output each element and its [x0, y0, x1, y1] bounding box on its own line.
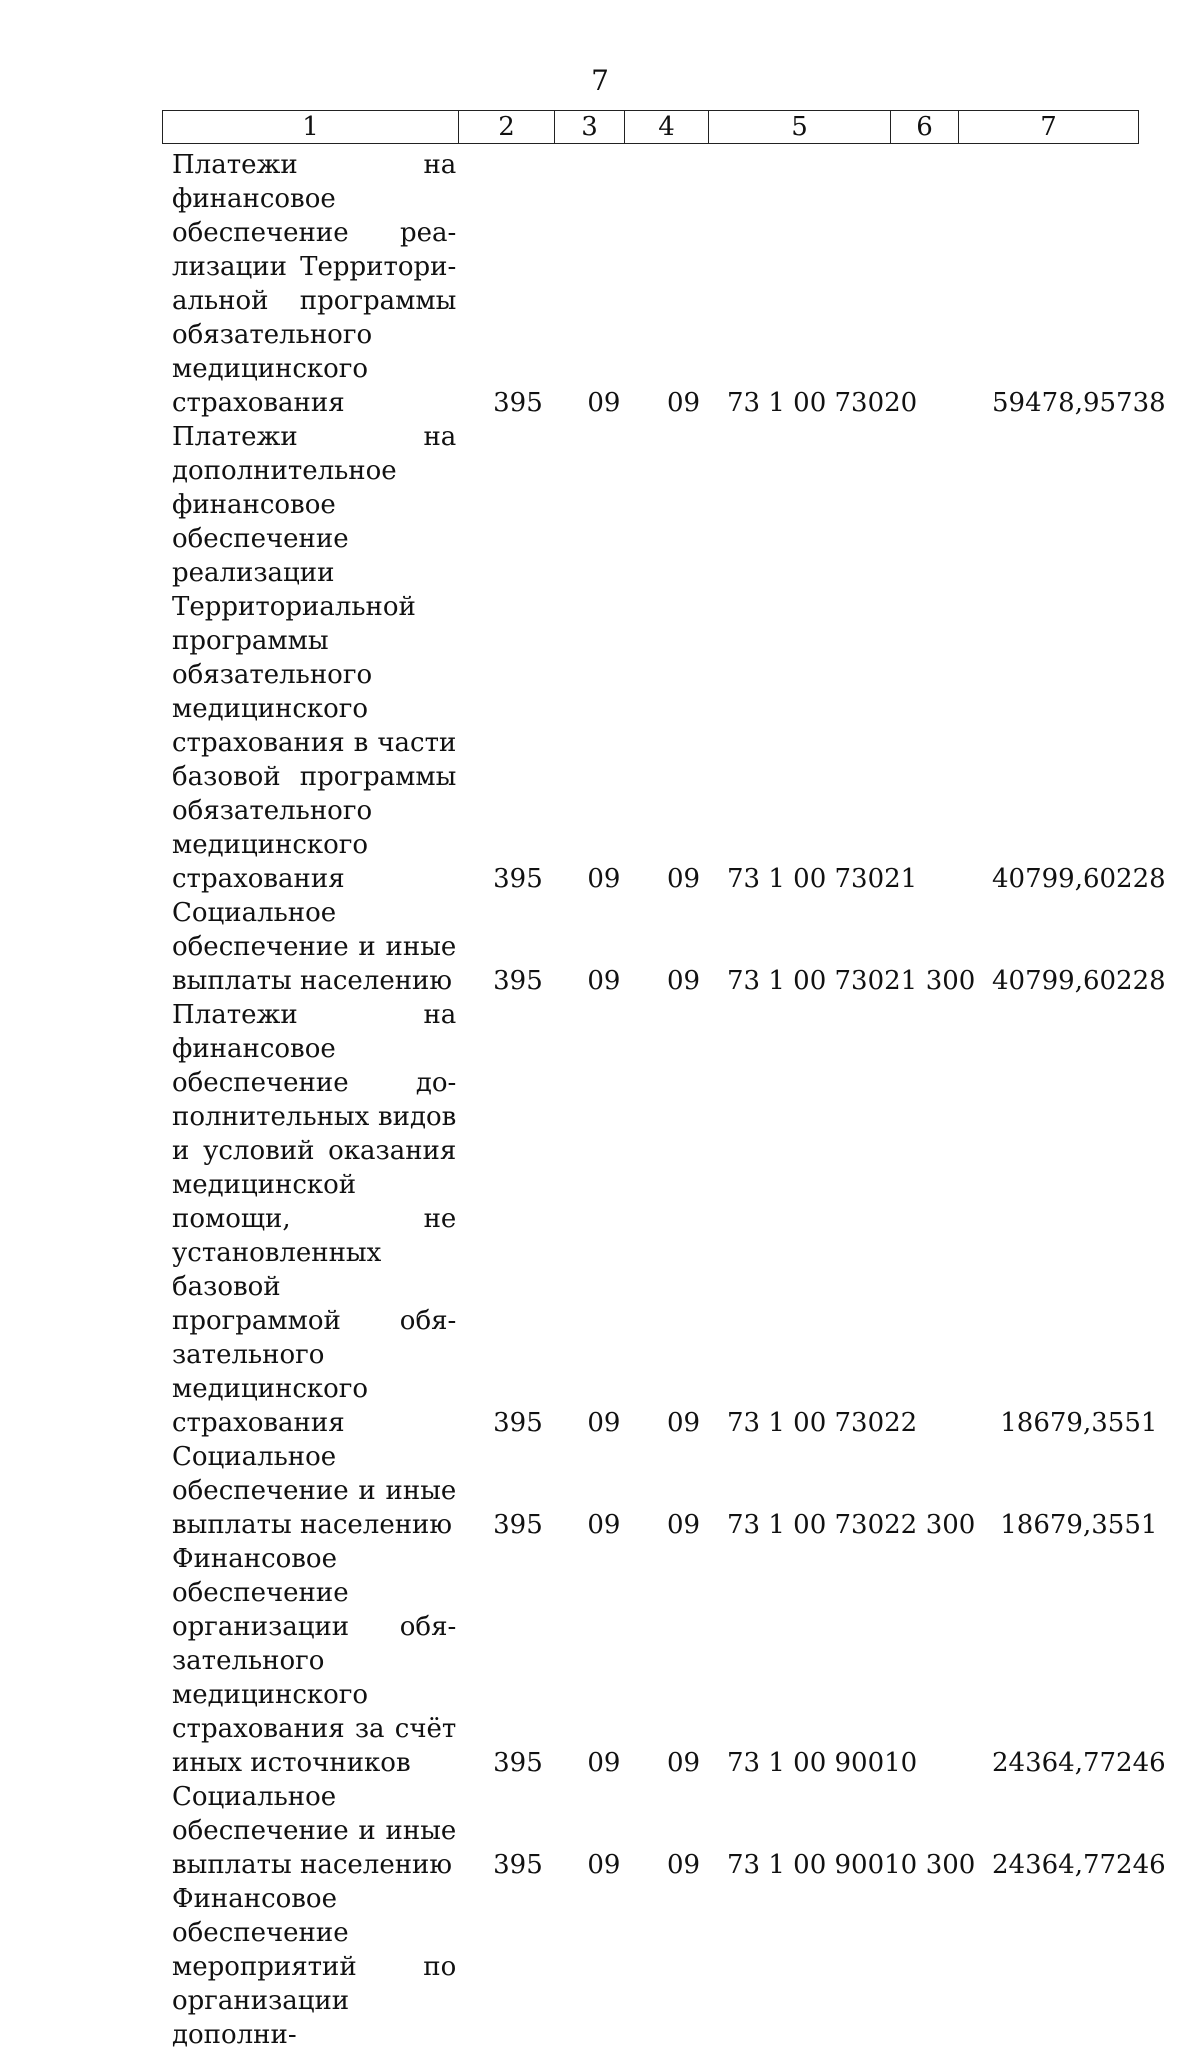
- table-row: [162, 1542, 1172, 1780]
- table-row: [162, 896, 1172, 998]
- header-col-6: 6: [891, 111, 959, 144]
- row-admin-code: 395: [493, 1850, 543, 1880]
- row-admin-code: 395: [493, 864, 543, 894]
- row-section-code: 09: [587, 966, 621, 996]
- row-amount: 18679,3551: [1000, 1510, 1158, 1540]
- table-row: [162, 1882, 1172, 2052]
- table-header: [162, 110, 1139, 144]
- row-admin-code: 395: [493, 1748, 543, 1778]
- table-row: [162, 1440, 1172, 1542]
- table-row: [162, 1780, 1172, 1882]
- row-admin-code: 395: [493, 1408, 543, 1438]
- table-row: [162, 420, 1172, 896]
- header-col-1: 1: [163, 111, 459, 144]
- row-description: Социальное обеспечение и иные выплаты населению: [172, 898, 457, 996]
- row-admin-code: 395: [493, 388, 543, 418]
- row-description: Платежи на дополнительное финансовое обеспечение реализации Территориальной программы обязательного медицинского страхования в части базовой программы обязательного медицинского страхования: [172, 422, 457, 894]
- row-subsection-code: 09: [666, 1748, 701, 1778]
- row-expense-type-code: 300: [925, 1850, 976, 1880]
- table-body: [162, 148, 1172, 2052]
- header-col-5: 5: [709, 111, 891, 144]
- row-expense-type-code: [915, 420, 985, 896]
- row-expense-type-code: 300: [925, 1510, 976, 1540]
- row-expense-type-code: 300: [925, 966, 976, 996]
- row-admin-code: [468, 1882, 567, 2052]
- row-target-code: 73 1 00 73022: [727, 1510, 918, 1540]
- row-subsection-code: 09: [666, 388, 701, 418]
- row-amount: [986, 1882, 1172, 2052]
- table-row: [162, 998, 1172, 1440]
- row-section-code: 09: [587, 1408, 621, 1438]
- row-subsection-code: 09: [666, 864, 701, 894]
- row-description: Финансовое обеспечение мероприятий по организации дополни-: [172, 1884, 457, 2050]
- row-section-code: 09: [587, 1510, 621, 1540]
- row-amount: 40799,60228: [992, 966, 1166, 996]
- row-section-code: 09: [587, 388, 621, 418]
- row-target-code: [727, 1882, 915, 2052]
- row-expense-type-code: [915, 1542, 985, 1780]
- row-subsection-code: 09: [666, 1408, 701, 1438]
- row-target-code: 73 1 00 73021: [727, 966, 918, 996]
- row-section-code: 09: [587, 1850, 621, 1880]
- header-col-2: 2: [459, 111, 555, 144]
- row-target-code: 73 1 00 73020: [727, 388, 918, 418]
- row-amount: 24364,77246: [992, 1850, 1166, 1880]
- row-description: Платежи на финансовое обеспечение реализации Территориальной программы обязательного медицинского страхования: [172, 150, 457, 418]
- row-section-code: [568, 1882, 640, 2052]
- page-number: 7: [591, 64, 609, 97]
- row-amount: 18679,3551: [1000, 1408, 1158, 1438]
- row-target-code: 73 1 00 90010: [727, 1850, 918, 1880]
- row-amount: 59478,95738: [992, 388, 1166, 418]
- header-col-3: 3: [555, 111, 625, 144]
- row-subsection-code: 09: [666, 1510, 701, 1540]
- header-row: [163, 111, 1139, 144]
- header-col-4: 4: [625, 111, 709, 144]
- row-description: Социальное обеспечение и иные выплаты населению: [172, 1782, 457, 1880]
- row-target-code: 73 1 00 73022: [727, 1408, 918, 1438]
- row-expense-type-code: [915, 148, 985, 420]
- row-subsection-code: [640, 1882, 727, 2052]
- row-amount: 24364,77246: [992, 1748, 1166, 1778]
- row-target-code: 73 1 00 73021: [727, 864, 918, 894]
- row-target-code: 73 1 00 90010: [727, 1748, 918, 1778]
- row-amount: 40799,60228: [992, 864, 1166, 894]
- row-description: Платежи на финансовое обеспечение дополнительных видов и условий оказания медицинской помощи, не установленных базовой программой обязательного медицинского страхования: [172, 1000, 457, 1438]
- row-section-code: 09: [587, 864, 621, 894]
- row-admin-code: 395: [493, 1510, 543, 1540]
- row-admin-code: 395: [493, 966, 543, 996]
- table-row: [162, 148, 1172, 420]
- row-description: Финансовое обеспечение организации обязательного медицинского страхования за счёт иных источников: [172, 1544, 457, 1778]
- header-col-7: 7: [959, 111, 1139, 144]
- row-subsection-code: 09: [666, 966, 701, 996]
- row-expense-type-code: [915, 998, 985, 1440]
- row-expense-type-code: [915, 1882, 985, 2052]
- row-description: Социальное обеспечение и иные выплаты населению: [172, 1442, 457, 1540]
- row-section-code: 09: [587, 1748, 621, 1778]
- row-subsection-code: 09: [666, 1850, 701, 1880]
